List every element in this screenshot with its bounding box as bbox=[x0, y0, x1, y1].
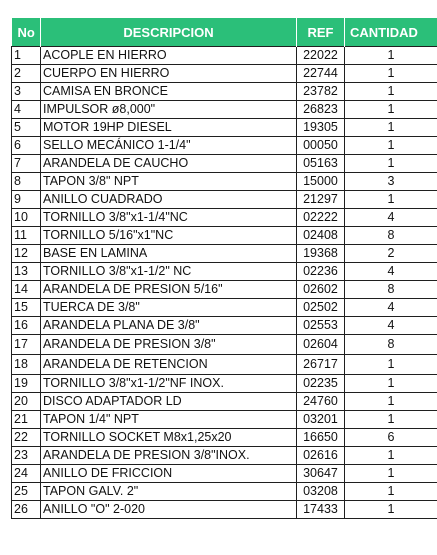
header-ref: REF bbox=[297, 18, 345, 47]
cell-quantity: 1 bbox=[345, 447, 437, 465]
cell-ref: 02602 bbox=[297, 281, 345, 299]
cell-description: ANILLO CUADRADO bbox=[41, 191, 297, 209]
cell-no: 25 bbox=[12, 483, 41, 501]
cell-ref: 05163 bbox=[297, 155, 345, 173]
table-row bbox=[12, 227, 437, 245]
cell-quantity: 1 bbox=[345, 191, 437, 209]
cell-no: 4 bbox=[12, 101, 41, 119]
cell-ref: 02236 bbox=[297, 263, 345, 281]
table-row bbox=[12, 465, 437, 483]
cell-no: 3 bbox=[12, 83, 41, 101]
cell-no: 12 bbox=[12, 245, 41, 263]
table-row bbox=[12, 299, 437, 317]
cell-quantity: 1 bbox=[345, 411, 437, 429]
cell-ref: 02553 bbox=[297, 317, 345, 335]
cell-ref: 16650 bbox=[297, 429, 345, 447]
cell-description: TORNILLO 3/8"x1-1/4"NC bbox=[41, 209, 297, 227]
cell-ref: 02235 bbox=[297, 375, 345, 393]
cell-ref: 19368 bbox=[297, 245, 345, 263]
table-row bbox=[12, 447, 437, 465]
cell-quantity: 1 bbox=[345, 483, 437, 501]
cell-no: 15 bbox=[12, 299, 41, 317]
cell-ref: 22022 bbox=[297, 47, 345, 65]
table-row bbox=[12, 65, 437, 83]
table-row bbox=[12, 173, 437, 191]
cell-quantity: 1 bbox=[345, 465, 437, 483]
cell-description: TORNILLO SOCKET M8x1,25x20 bbox=[41, 429, 297, 447]
cell-quantity: 2 bbox=[345, 245, 437, 263]
cell-description: ARANDELA DE PRESION 3/8" bbox=[41, 335, 297, 355]
table-row bbox=[12, 191, 437, 209]
table-row bbox=[12, 47, 437, 65]
cell-ref: 02408 bbox=[297, 227, 345, 245]
cell-no: 19 bbox=[12, 375, 41, 393]
table-row bbox=[12, 483, 437, 501]
cell-quantity: 1 bbox=[345, 83, 437, 101]
cell-description: TORNILLO 3/8"x1-1/2"NF INOX. bbox=[41, 375, 297, 393]
cell-no: 13 bbox=[12, 263, 41, 281]
cell-no: 5 bbox=[12, 119, 41, 137]
cell-ref: 02222 bbox=[297, 209, 345, 227]
cell-ref: 26717 bbox=[297, 355, 345, 375]
cell-no: 23 bbox=[12, 447, 41, 465]
cell-ref: 21297 bbox=[297, 191, 345, 209]
table-row bbox=[12, 209, 437, 227]
cell-description: TAPON GALV. 2" bbox=[41, 483, 297, 501]
cell-no: 18 bbox=[12, 355, 41, 375]
table-row bbox=[12, 245, 437, 263]
cell-no: 24 bbox=[12, 465, 41, 483]
cell-description: TORNILLO 5/16"x1"NC bbox=[41, 227, 297, 245]
cell-no: 22 bbox=[12, 429, 41, 447]
cell-description: ACOPLE EN HIERRO bbox=[41, 47, 297, 65]
cell-description: ANILLO "O" 2-020 bbox=[41, 501, 297, 519]
cell-no: 9 bbox=[12, 191, 41, 209]
cell-quantity: 1 bbox=[345, 393, 437, 411]
cell-quantity: 8 bbox=[345, 281, 437, 299]
table-row bbox=[12, 393, 437, 411]
cell-ref: 24760 bbox=[297, 393, 345, 411]
cell-no: 26 bbox=[12, 501, 41, 519]
cell-no: 17 bbox=[12, 335, 41, 355]
cell-no: 1 bbox=[12, 47, 41, 65]
cell-quantity: 8 bbox=[345, 335, 437, 355]
cell-ref: 00050 bbox=[297, 137, 345, 155]
table-row bbox=[12, 119, 437, 137]
table-row bbox=[12, 355, 437, 375]
header-description: DESCRIPCION bbox=[41, 18, 297, 47]
cell-ref: 02502 bbox=[297, 299, 345, 317]
cell-description: TAPON 3/8" NPT bbox=[41, 173, 297, 191]
cell-ref: 23782 bbox=[297, 83, 345, 101]
cell-description: ARANDELA PLANA DE 3/8" bbox=[41, 317, 297, 335]
cell-ref: 03201 bbox=[297, 411, 345, 429]
table-row bbox=[12, 101, 437, 119]
cell-ref: 26823 bbox=[297, 101, 345, 119]
cell-description: ARANDELA DE RETENCION bbox=[41, 355, 297, 375]
cell-quantity: 8 bbox=[345, 227, 437, 245]
table-row bbox=[12, 137, 437, 155]
cell-quantity: 1 bbox=[345, 101, 437, 119]
cell-quantity: 1 bbox=[345, 355, 437, 375]
cell-description: CAMISA EN BRONCE bbox=[41, 83, 297, 101]
cell-ref: 19305 bbox=[297, 119, 345, 137]
header-no: No bbox=[12, 18, 41, 47]
cell-quantity: 3 bbox=[345, 173, 437, 191]
cell-ref: 03208 bbox=[297, 483, 345, 501]
cell-quantity: 4 bbox=[345, 317, 437, 335]
cell-description: MOTOR 19HP DIESEL bbox=[41, 119, 297, 137]
table-row bbox=[12, 375, 437, 393]
header-quantity: CANTIDAD bbox=[345, 18, 437, 47]
cell-ref: 02616 bbox=[297, 447, 345, 465]
cell-quantity: 1 bbox=[345, 375, 437, 393]
table-row bbox=[12, 155, 437, 173]
cell-description: BASE EN LAMINA bbox=[41, 245, 297, 263]
cell-description: TORNILLO 3/8"x1-1/2" NC bbox=[41, 263, 297, 281]
cell-ref: 02604 bbox=[297, 335, 345, 355]
cell-no: 8 bbox=[12, 173, 41, 191]
cell-no: 20 bbox=[12, 393, 41, 411]
table-row bbox=[12, 429, 437, 447]
cell-no: 14 bbox=[12, 281, 41, 299]
cell-no: 2 bbox=[12, 65, 41, 83]
cell-no: 21 bbox=[12, 411, 41, 429]
cell-quantity: 1 bbox=[345, 137, 437, 155]
cell-no: 7 bbox=[12, 155, 41, 173]
cell-description: CUERPO EN HIERRO bbox=[41, 65, 297, 83]
cell-no: 6 bbox=[12, 137, 41, 155]
cell-quantity: 1 bbox=[345, 155, 437, 173]
cell-description: ARANDELA DE PRESION 3/8"INOX. bbox=[41, 447, 297, 465]
cell-description: IMPULSOR ø8,000" bbox=[41, 101, 297, 119]
cell-description: ANILLO DE FRICCION bbox=[41, 465, 297, 483]
header-row bbox=[12, 18, 437, 47]
cell-no: 10 bbox=[12, 209, 41, 227]
cell-ref: 17433 bbox=[297, 501, 345, 519]
cell-no: 16 bbox=[12, 317, 41, 335]
cell-quantity: 1 bbox=[345, 65, 437, 83]
cell-quantity: 1 bbox=[345, 501, 437, 519]
table-row bbox=[12, 411, 437, 429]
cell-quantity: 4 bbox=[345, 263, 437, 281]
cell-description: ARANDELA DE CAUCHO bbox=[41, 155, 297, 173]
table-row bbox=[12, 501, 437, 519]
table-row bbox=[12, 263, 437, 281]
cell-quantity: 1 bbox=[345, 119, 437, 137]
table-row bbox=[12, 335, 437, 355]
table-row bbox=[12, 281, 437, 299]
cell-no: 11 bbox=[12, 227, 41, 245]
table-row bbox=[12, 317, 437, 335]
cell-ref: 22744 bbox=[297, 65, 345, 83]
cell-description: DISCO ADAPTADOR LD bbox=[41, 393, 297, 411]
table-row bbox=[12, 83, 437, 101]
table-header bbox=[12, 18, 437, 47]
cell-description: SELLO MECÁNICO 1-1/4" bbox=[41, 137, 297, 155]
cell-description: ARANDELA DE PRESION 5/16" bbox=[41, 281, 297, 299]
cell-ref: 30647 bbox=[297, 465, 345, 483]
cell-description: TAPON 1/4" NPT bbox=[41, 411, 297, 429]
parts-table bbox=[11, 18, 437, 519]
cell-quantity: 4 bbox=[345, 299, 437, 317]
cell-ref: 15000 bbox=[297, 173, 345, 191]
cell-description: TUERCA DE 3/8" bbox=[41, 299, 297, 317]
cell-quantity: 1 bbox=[345, 47, 437, 65]
table-body bbox=[12, 47, 437, 519]
cell-quantity: 6 bbox=[345, 429, 437, 447]
cell-quantity: 4 bbox=[345, 209, 437, 227]
